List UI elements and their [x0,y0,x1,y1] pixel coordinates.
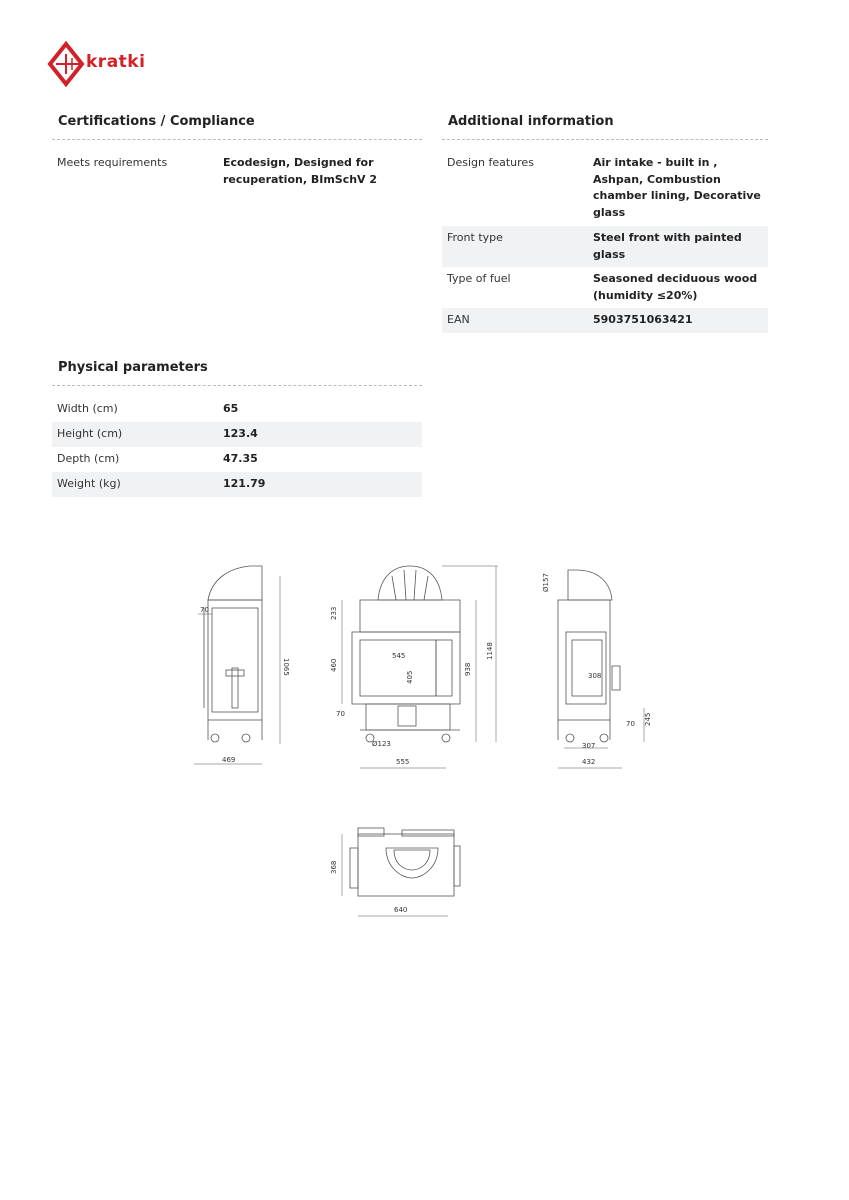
dim-label: 640 [394,906,408,914]
dim-label: 307 [582,742,596,750]
brand-name: kratki [86,52,146,72]
dim-label: 70 [200,606,209,614]
front-view [342,566,498,768]
row-label: Depth (cm) [57,452,120,465]
dim-label: 233 [330,606,338,620]
row-value: 47.35 [223,452,258,465]
physical-title: Physical parameters [58,360,208,375]
dim-label: 70 [336,710,345,718]
dim-label: 1065 [282,658,290,676]
row-label: Type of fuel [447,272,511,285]
dim-label: 70 [626,720,635,728]
additional-row [442,267,768,308]
physical-row [52,472,422,497]
row-value: Ecodesign, Designed for recuperation, BImSchV 2 [223,156,378,186]
row-label: Weight (kg) [57,477,121,490]
dim-label: 245 [644,712,652,726]
dim-label: 432 [582,758,596,766]
row-value: Air intake - built in , Ashpan, Combustion chamber lining, Decorative glass [593,156,761,219]
row-label: Height (cm) [57,427,123,440]
additional-row [442,152,768,226]
dim-label: 555 [396,758,410,766]
row-value: 65 [223,402,239,415]
side-view-right [558,570,644,768]
side-view-left [194,566,280,764]
physical-row [52,422,422,447]
additional-divider [442,139,768,140]
top-view [342,828,460,916]
technical-drawing [180,548,680,938]
row-value: 121.79 [223,477,266,490]
row-label: Width (cm) [57,402,118,415]
dim-label: 308 [588,672,602,680]
dim-label: 545 [392,652,406,660]
dim-label: 405 [406,670,414,684]
row-label: EAN [447,313,470,326]
dim-label: 460 [330,658,338,672]
dim-label: 469 [222,756,236,764]
certifications-title: Certifications / Compliance [58,114,255,129]
row-value: 5903751063421 [593,313,693,326]
dim-label: Ø157 [542,573,550,592]
row-value: 123.4 [223,427,258,440]
row-value: Steel front with painted glass [593,231,742,261]
row-label: Design features [447,156,534,169]
additional-row [442,308,768,333]
dim-label: Ø123 [372,740,391,748]
row-label: Front type [447,231,503,244]
row-label: Meets requirements [57,156,168,169]
brand-logo [46,40,186,88]
physical-divider [52,385,422,386]
certifications-row [52,152,422,194]
additional-row [442,226,768,267]
dim-label: 368 [330,860,338,874]
physical-row [52,397,422,422]
dim-label: 938 [464,662,472,676]
dim-label: 1148 [486,642,494,660]
certifications-divider [52,139,422,140]
kratki-logo-icon [46,40,88,88]
physical-row [52,447,422,472]
row-value: Seasoned deciduous wood (humidity ≤20%) [593,272,758,302]
additional-title: Additional information [448,114,614,129]
